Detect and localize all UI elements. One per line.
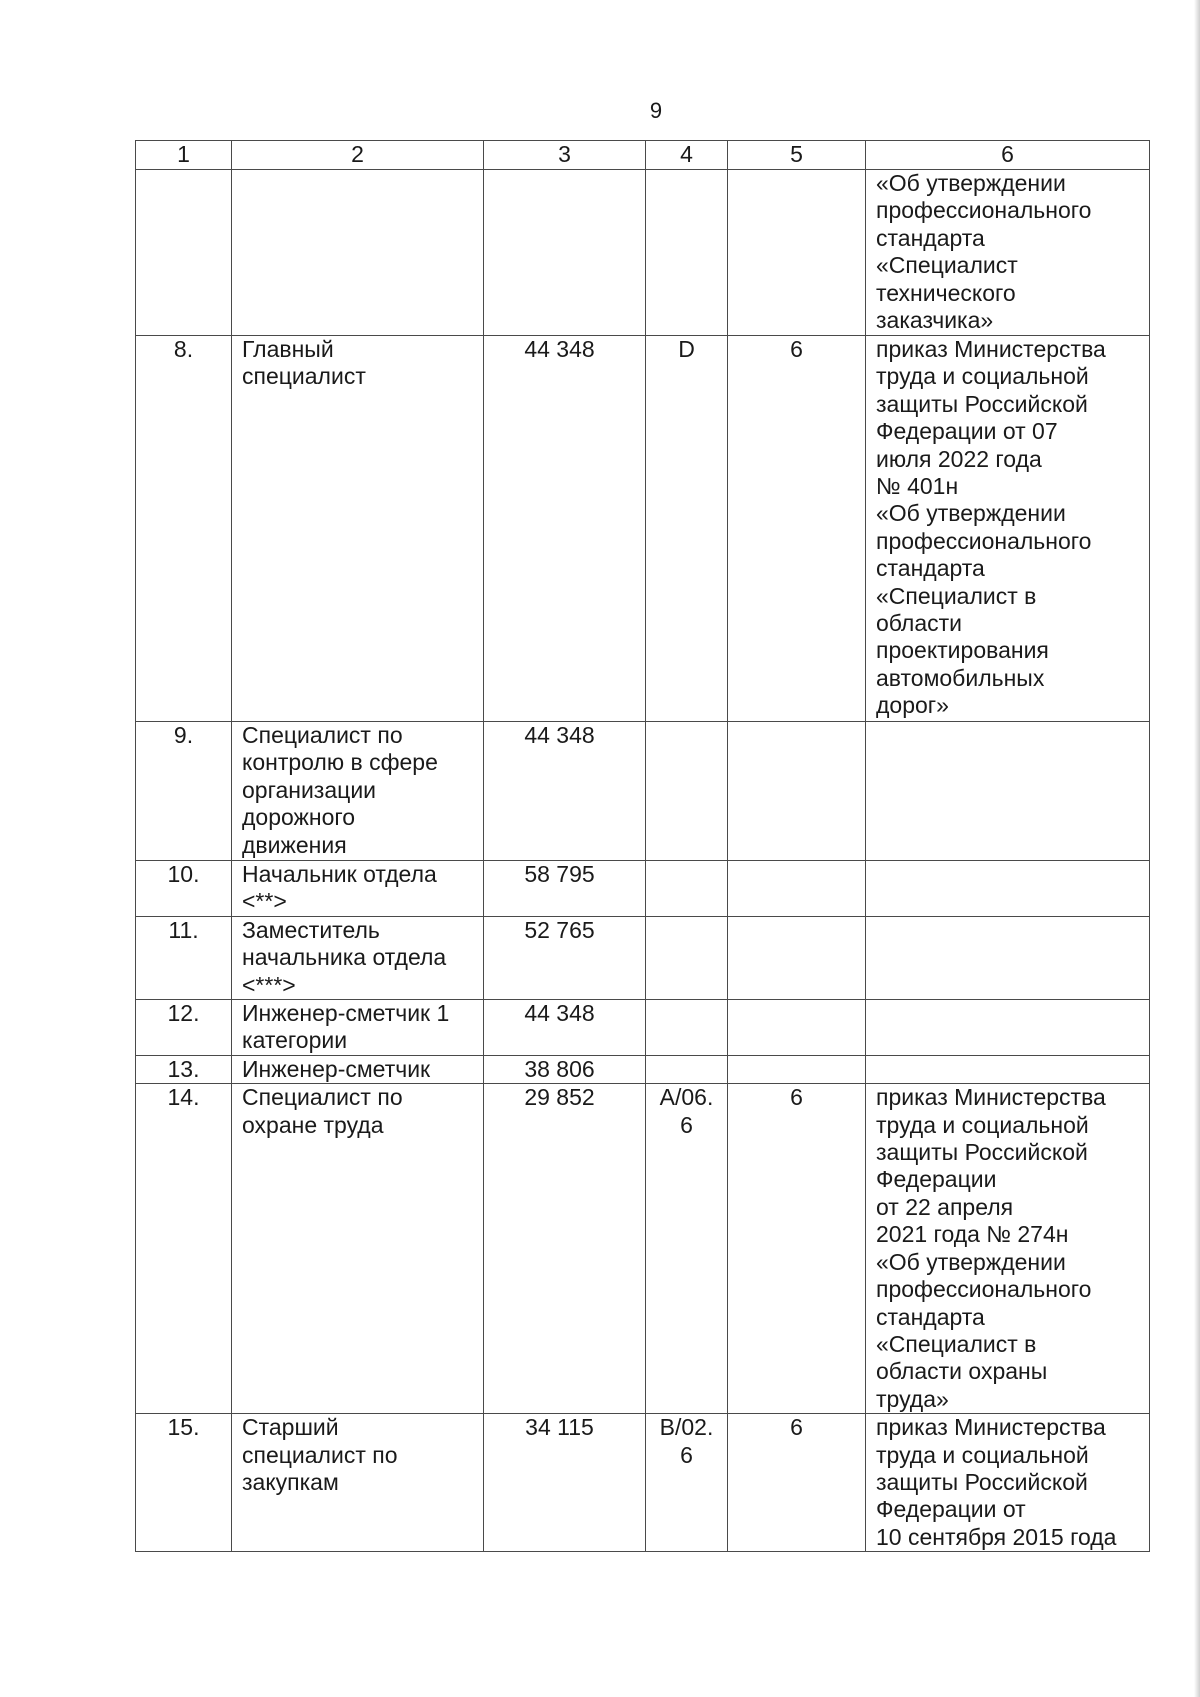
qualification-level [728,722,866,861]
qualification-code: A/06. 6 [646,1084,728,1414]
professional-standard: приказ Министерства труда и социальной защиты Российской Федерации от 22 апреля 2021 года № 274н «Об утверждении профессионального стандарта «Специалист в области охраны труда» [866,1084,1150,1414]
qualification-code [646,170,728,336]
staff-table [135,140,1150,1552]
professional-standard [866,916,1150,999]
table-row [136,861,1150,917]
professional-standard [866,1000,1150,1056]
position-name: Главный специалист [232,336,484,722]
qualification-level [728,861,866,917]
column-header: 4 [646,141,728,170]
qualification-code: D [646,336,728,722]
qualification-level: 6 [728,336,866,722]
column-header: 2 [232,141,484,170]
qualification-level [728,1000,866,1056]
qualification-code [646,722,728,861]
table-row [136,1055,1150,1083]
salary: 58 795 [484,861,646,917]
row-number: 13. [136,1055,232,1083]
salary [484,170,646,336]
row-number [136,170,232,336]
table-header-row [136,141,1150,170]
professional-standard [866,861,1150,917]
salary: 34 115 [484,1414,646,1552]
position-name: Заместитель начальника отдела <***> [232,916,484,999]
table-row [136,1000,1150,1056]
professional-standard: приказ Министерства труда и социальной защиты Российской Федерации от 10 сентября 2015 года [866,1414,1150,1552]
position-name [232,170,484,336]
qualification-code [646,1000,728,1056]
qualification-level [728,1055,866,1083]
position-name: Начальник отдела <**> [232,861,484,917]
salary: 44 348 [484,1000,646,1056]
table-row [136,170,1150,336]
row-number: 9. [136,722,232,861]
professional-standard [866,722,1150,861]
qualification-level [728,170,866,336]
qualification-code: B/02. 6 [646,1414,728,1552]
position-name: Специалист по охране труда [232,1084,484,1414]
row-number: 8. [136,336,232,722]
position-name: Старший специалист по закупкам [232,1414,484,1552]
column-header: 6 [866,141,1150,170]
table-row [136,722,1150,861]
row-number: 10. [136,861,232,917]
row-number: 15. [136,1414,232,1552]
row-number: 11. [136,916,232,999]
qualification-code [646,861,728,917]
qualification-level: 6 [728,1414,866,1552]
column-header: 5 [728,141,866,170]
row-number: 14. [136,1084,232,1414]
qualification-level [728,916,866,999]
position-name: Специалист по контролю в сфере организации дорожного движения [232,722,484,861]
column-header: 1 [136,141,232,170]
professional-standard: «Об утверждении профессионального стандарта «Специалист технического заказчика» [866,170,1150,336]
salary: 44 348 [484,336,646,722]
qualification-code [646,1055,728,1083]
qualification-code [646,916,728,999]
table-row [136,1414,1150,1552]
table-row [136,1084,1150,1414]
salary: 38 806 [484,1055,646,1083]
row-number: 12. [136,1000,232,1056]
table-row [136,336,1150,722]
salary: 44 348 [484,722,646,861]
qualification-level: 6 [728,1084,866,1414]
professional-standard: приказ Министерства труда и социальной защиты Российской Федерации от 07 июля 2022 года № 401н «Об утверждении профессионального стандарта «Специалист в области проектирования автомобильных дорог» [866,336,1150,722]
table-row [136,916,1150,999]
position-name: Инженер-сметчик 1 категории [232,1000,484,1056]
column-header: 3 [484,141,646,170]
page-number: 9 [649,98,663,123]
professional-standard [866,1055,1150,1083]
page-edge-shadow [1194,0,1200,1697]
salary: 52 765 [484,916,646,999]
salary: 29 852 [484,1084,646,1414]
position-name: Инженер-сметчик [232,1055,484,1083]
